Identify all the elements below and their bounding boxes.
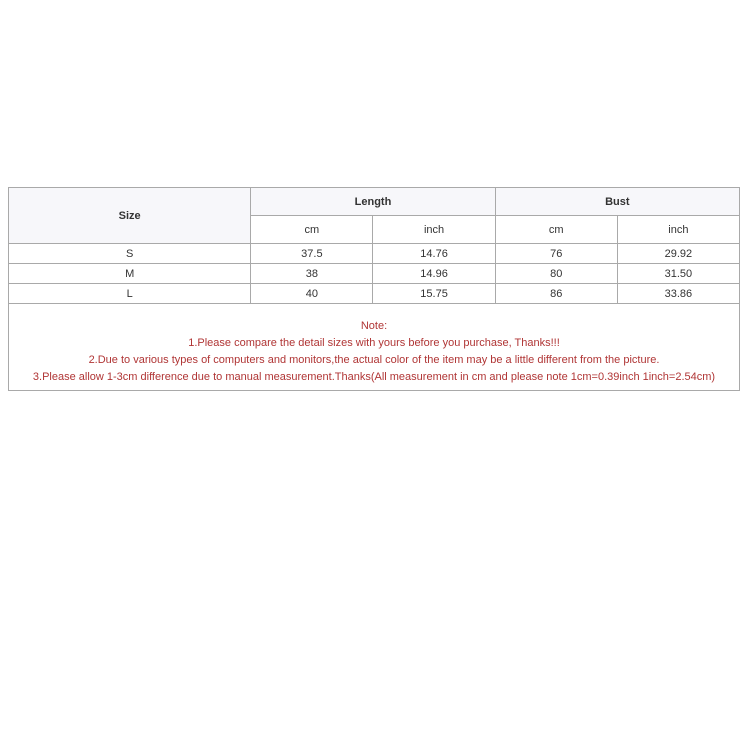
size-cell: S <box>9 244 251 264</box>
note-title: Note: <box>360 320 388 332</box>
table-row <box>9 244 740 264</box>
size-column-header: Size <box>9 188 251 244</box>
size-cell: M <box>9 264 251 284</box>
length-inch-header: inch <box>373 216 495 244</box>
length-inch-cell: 15.75 <box>373 284 495 304</box>
size-cell: L <box>9 284 251 304</box>
bust-inch-cell: 31.50 <box>617 264 739 284</box>
bust-cm-header: cm <box>495 216 617 244</box>
length-cm-cell: 40 <box>251 284 373 304</box>
table-row <box>9 264 740 284</box>
bust-cm-cell: 76 <box>495 244 617 264</box>
bust-inch-header: inch <box>617 216 739 244</box>
bust-inch-cell: 33.86 <box>617 284 739 304</box>
size-chart <box>8 187 740 391</box>
note-line-1: 1.Please compare the detail sizes with yours before you purchase, Thanks!!! <box>188 337 560 349</box>
note-line-3: 3.Please allow 1-3cm difference due to manual measurement.Thanks(All measurement in cm and please note 1cm=0.39inch 1inch=2.54cm) <box>32 371 716 383</box>
length-cm-header: cm <box>251 216 373 244</box>
table-row <box>9 284 740 304</box>
length-cm-cell: 38 <box>251 264 373 284</box>
bust-cm-cell: 80 <box>495 264 617 284</box>
note-line-2: 2.Due to various types of computers and monitors,the actual color of the item may be a little different from the picture. <box>88 354 660 366</box>
bust-group-header: Bust <box>495 188 739 216</box>
length-group-header: Length <box>251 188 495 216</box>
length-inch-cell: 14.96 <box>373 264 495 284</box>
header-row-groups <box>9 188 740 216</box>
note-box <box>8 304 740 391</box>
length-cm-cell: 37.5 <box>251 244 373 264</box>
size-table <box>8 187 740 304</box>
bust-cm-cell: 86 <box>495 284 617 304</box>
length-inch-cell: 14.76 <box>373 244 495 264</box>
bust-inch-cell: 29.92 <box>617 244 739 264</box>
